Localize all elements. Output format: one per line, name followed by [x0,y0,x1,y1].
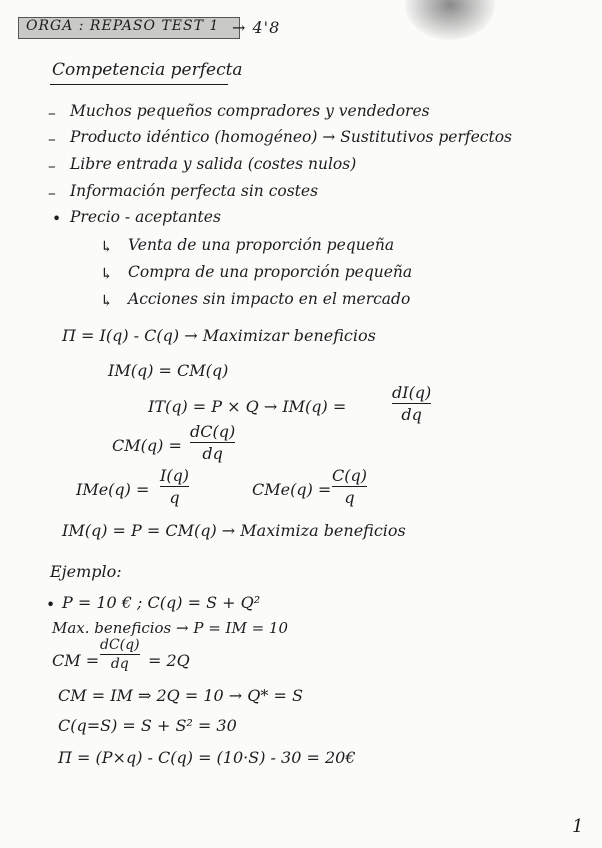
example-title: Ejemplo: [50,562,122,581]
sub-item: Venta de una proporción pequeña [128,236,395,254]
ime-fraction [160,466,189,507]
section-title: Competencia perfecta [52,60,243,80]
im-fraction-denominator: dq [401,405,422,424]
dash-marker: – [48,130,56,148]
im-fraction [392,383,431,424]
cm-fraction [190,422,235,463]
cm-fraction-denominator: dq [202,444,223,463]
ime-fraction-numerator: I(q) [160,466,190,485]
ime-formula-lhs: IMe(q) = [76,480,150,499]
sub-arrow-icon: ↳ [100,292,113,310]
example-line-3-lhs: CM = [52,651,100,670]
bullet-item: Precio - aceptantes [70,208,221,226]
it-formula-lhs: IT(q) = P × Q → IM(q) = [148,397,347,416]
im-fraction-numerator: dI(q) [392,383,432,402]
example-fraction-denominator: dq [110,656,129,672]
cme-fraction [332,466,367,507]
fraction-bar [190,442,235,443]
scan-shadow [405,0,495,40]
sub-item: Compra de una proporción pequeña [128,263,413,281]
example-line-3-rhs: = 2Q [148,651,190,670]
example-line-6: Π = (P×q) - C(q) = (10·S) - 30 = 20€ [58,748,356,767]
bullet-item: Muchos pequeños compradores y vendedores [70,102,430,120]
cme-fraction-numerator: C(q) [332,466,367,485]
dot-marker: • [46,596,56,614]
bullet-item: Libre entrada y salida (costes nulos) [70,155,357,173]
example-line-5: C(q=S) = S + S² = 30 [58,716,237,735]
cme-formula-lhs: CMe(q) = [252,480,332,499]
dot-marker: • [52,210,62,228]
bullet-item: Producto idéntico (homogéneo) → Sustitutivos perfectos [70,128,512,146]
cme-fraction-denominator: q [344,488,355,507]
sub-arrow-icon: ↳ [100,238,113,256]
cm-formula-lhs: CM(q) = [112,436,182,455]
fraction-bar [100,654,140,655]
example-line-1: P = 10 € ; C(q) = S + Q² [62,593,261,612]
example-fraction [100,637,140,672]
dash-marker: – [48,104,56,122]
cm-fraction-numerator: dC(q) [190,422,236,441]
dash-marker: – [48,157,56,175]
page-number: 1 [572,816,584,837]
fraction-bar [332,486,367,487]
example-line-2: Max. beneficios → P = IM = 10 [52,619,289,637]
example-fraction-numerator: dC(q) [100,637,140,653]
im-cm-formula: IM(q) = CM(q) [108,361,229,380]
example-line-4: CM = IM ⇒ 2Q = 10 → Q* = S [58,686,303,705]
fraction-bar [392,403,431,404]
sub-arrow-icon: ↳ [100,265,113,283]
profit-formula: Π = I(q) - C(q) → Maximizar beneficios [62,326,376,345]
section-title-underline [50,84,228,85]
bullet-item: Información perfecta sin costes [70,182,319,200]
maximiza-formula: IM(q) = P = CM(q) → Maximiza beneficios [62,521,406,540]
fraction-bar [160,486,189,487]
ime-fraction-denominator: q [169,488,180,507]
header-score: → 4'8 [232,18,281,37]
header-label: ORGA : REPASO TEST 1 [26,18,220,34]
dash-marker: – [48,184,56,202]
sub-item: Acciones sin impacto en el mercado [128,290,411,308]
